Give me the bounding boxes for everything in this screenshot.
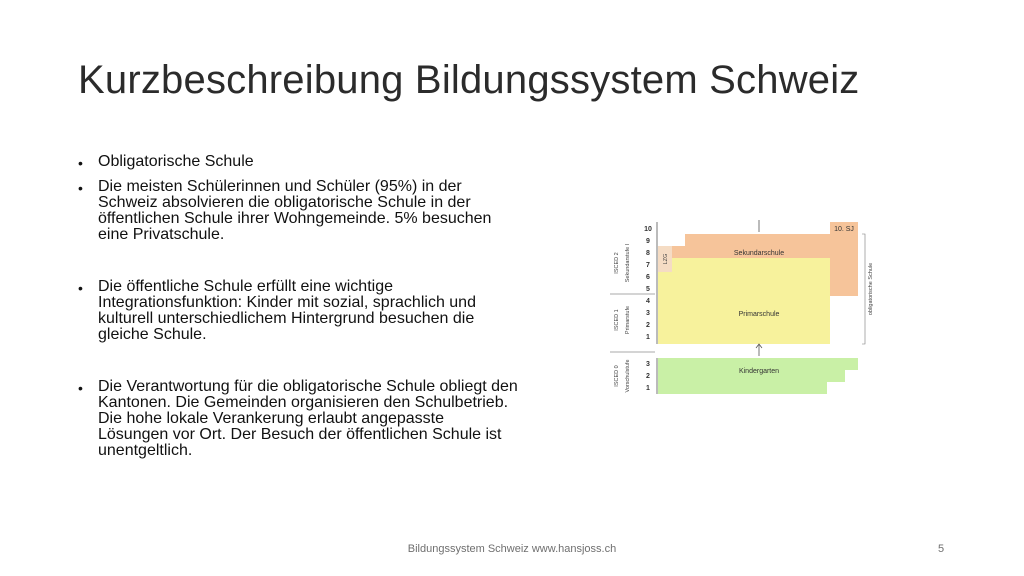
obligatorische-bracket	[862, 234, 865, 344]
kindergarten-block	[658, 358, 858, 394]
isced1-sub-label: Primarstufe	[625, 305, 631, 335]
bullet-text: Die meisten Schülerinnen und Schüler (95%) in der Schweiz absolvieren die obligatorische Schule in der öffentlichen Schule ihrer Wohngemeinde. 5% besuchen eine Privatschule.	[98, 178, 492, 243]
year-label: 7	[646, 262, 650, 269]
year-label: 9	[646, 238, 650, 245]
bullet-list	[78, 154, 518, 468]
year-label: 5	[646, 286, 650, 293]
isced2-sub-label: Sekundarstufe I	[625, 243, 631, 283]
year-label: 8	[646, 250, 650, 257]
bullet-dot: •	[78, 155, 83, 171]
kindergarten-label: Kindergarten	[738, 368, 780, 375]
year-label: 3	[646, 310, 650, 317]
year-label: 1	[646, 385, 650, 392]
isced0-label: ISCED 0	[614, 365, 620, 387]
footer-text: Bildungssystem Schweiz www.hansjoss.ch	[407, 543, 617, 555]
lzg-label: LZG	[663, 253, 669, 265]
bullet-dot: •	[78, 180, 83, 196]
primary-block	[658, 272, 830, 344]
bullet-text: Die öffentliche Schule erfüllt eine wichtige Integrationsfunktion: Kinder mit sozial, sprachlich und kulturell unterschiedlichem Hintergrund besuchen die gleiche Schule.	[98, 278, 476, 343]
slide-title: Kurzbeschreibung Bildungssystem Schweiz	[78, 58, 860, 102]
year-label: 4	[646, 298, 650, 305]
primary-under-secondary	[672, 258, 830, 272]
bullet-item	[78, 179, 518, 243]
isced0-sub-label: Vorschulstufe	[625, 359, 631, 393]
ten-sj-label: 10. SJ	[834, 226, 854, 233]
isced1-label: ISCED 1	[614, 309, 620, 331]
bullet-text: Die Verantwortung für die obligatorische Schule obliegt den Kantonen. Die Gemeinden organisieren den Schulbetrieb. Die hohe lokale Verankerung erlaubt angepasste Lösungen vor Ort. Der Besuch der öffentlichen Schule ist unentgeltlich.	[98, 378, 518, 459]
education-system-diagram	[605, 216, 875, 406]
bullet-dot: •	[78, 280, 83, 296]
bullet-item	[78, 279, 518, 343]
year-label: 1	[646, 334, 650, 341]
secondary-right-column	[830, 234, 858, 296]
year-label: 10	[644, 226, 652, 233]
year-label: 2	[646, 373, 650, 380]
isced2-label: ISCED 2	[614, 252, 620, 274]
bullet-dot: •	[78, 380, 83, 396]
bullet-text: Obligatorische Schule	[98, 153, 254, 170]
obligatorische-label: obligatorische Schule	[868, 262, 874, 316]
bullet-item	[78, 154, 518, 170]
year-label: 6	[646, 274, 650, 281]
year-label: 2	[646, 322, 650, 329]
page-number: 5	[938, 543, 945, 555]
year-label: 3	[646, 361, 650, 368]
diagram-svg	[605, 216, 875, 406]
primarschule-label: Primarschule	[738, 311, 780, 318]
sekundarschule-label: Sekundarschule	[733, 250, 785, 257]
bullet-item	[78, 379, 518, 459]
